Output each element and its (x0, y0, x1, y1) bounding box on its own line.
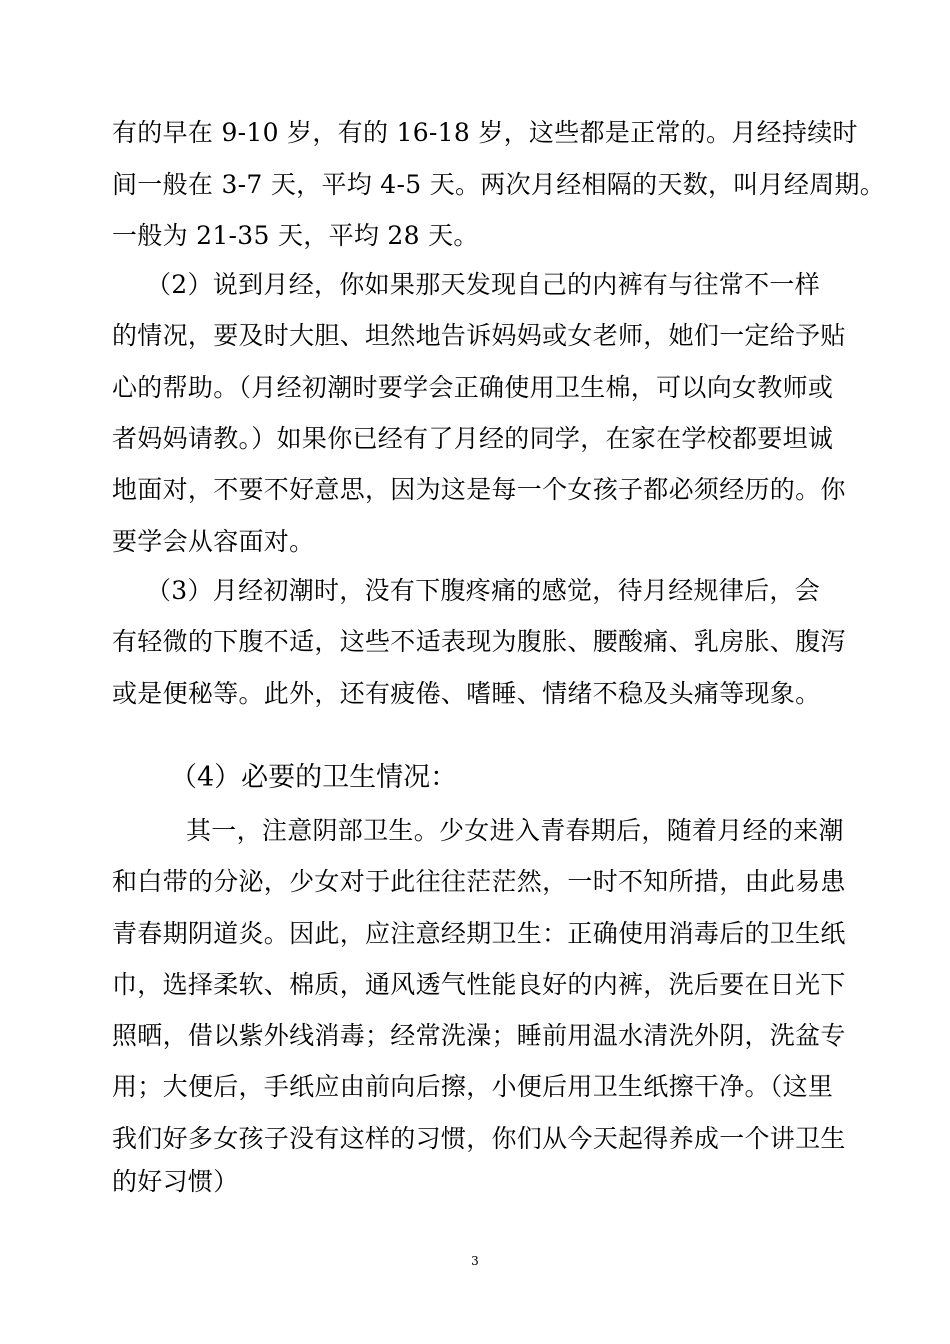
paragraph-3-line-1: （3）月经初潮时，没有下腹疼痛的感觉，待月经规律后，会 (146, 576, 821, 605)
paragraph-4-line-6: 用；大便后，手纸应由前向后擦，小便后用卫生纸擦干净。（这里 (112, 1072, 834, 1101)
section-heading: （4）必要的卫生情况： (170, 762, 458, 793)
paragraph-1-line-1: 有的早在 9-10 岁，有的 16-18 岁，这些都是正常的。月经持续时 (112, 118, 858, 147)
paragraph-4-line-4: 巾，选择柔软、棉质，通风透气性能良好的内裤，洗后要在日光下 (112, 970, 846, 999)
paragraph-4-line-1: 其一，注意阴部卫生。少女进入青春期后，随着月经的来潮 (186, 816, 844, 845)
paragraph-2-line-2: 的情况，要及时大胆、坦然地告诉妈妈或女老师，她们一定给予贴 (112, 321, 846, 350)
page-number: 3 (471, 1254, 479, 1268)
paragraph-1-line-3: 一般为 21-35 天，平均 28 天。 (112, 221, 479, 250)
paragraph-3-line-3: 或是便秘等。此外，还有疲倦、嗜睡、情绪不稳及头痛等现象。 (112, 679, 821, 708)
paragraph-4-line-5: 照晒，借以紫外线消毒；经常洗澡；睡前用温水清洗外阴，洗盆专 (112, 1021, 846, 1050)
paragraph-2-line-4: 者妈妈请教。）如果你已经有了月经的同学，在家在学校都要坦诚 (112, 424, 834, 453)
paragraph-1-line-2: 间一般在 3-7 天，平均 4-5 天。两次月经相隔的天数，叫月经周期。 (112, 170, 886, 199)
paragraph-2-line-3: 心的帮助。（月经初潮时要学会正确使用卫生棉，可以向女教师或 (112, 373, 834, 402)
paragraph-3-line-2: 有轻微的下腹不适，这些不适表现为腹胀、腰酸痛、乳房胀、腹泻 (112, 627, 846, 656)
paragraph-2-line-5: 地面对，不要不好意思，因为这是每一个女孩子都必须经历的。你 (112, 475, 846, 504)
paragraph-2-line-6: 要学会从容面对。 (112, 527, 315, 556)
paragraph-4-line-7: 我们好多女孩子没有这样的习惯，你们从今天起得养成一个讲卫生 (112, 1124, 846, 1153)
paragraph-4-line-8: 的好习惯） (112, 1167, 239, 1196)
paragraph-2-line-1: （2）说到月经，你如果那天发现自己的内裤有与往常不一样 (146, 270, 821, 299)
paragraph-4-line-3: 青春期阴道炎。因此，应注意经期卫生：正确使用消毒后的卫生纸 (112, 919, 846, 948)
paragraph-4-line-2: 和白带的分泌，少女对于此往往茫茫然，一时不知所措，由此易患 (112, 867, 846, 896)
